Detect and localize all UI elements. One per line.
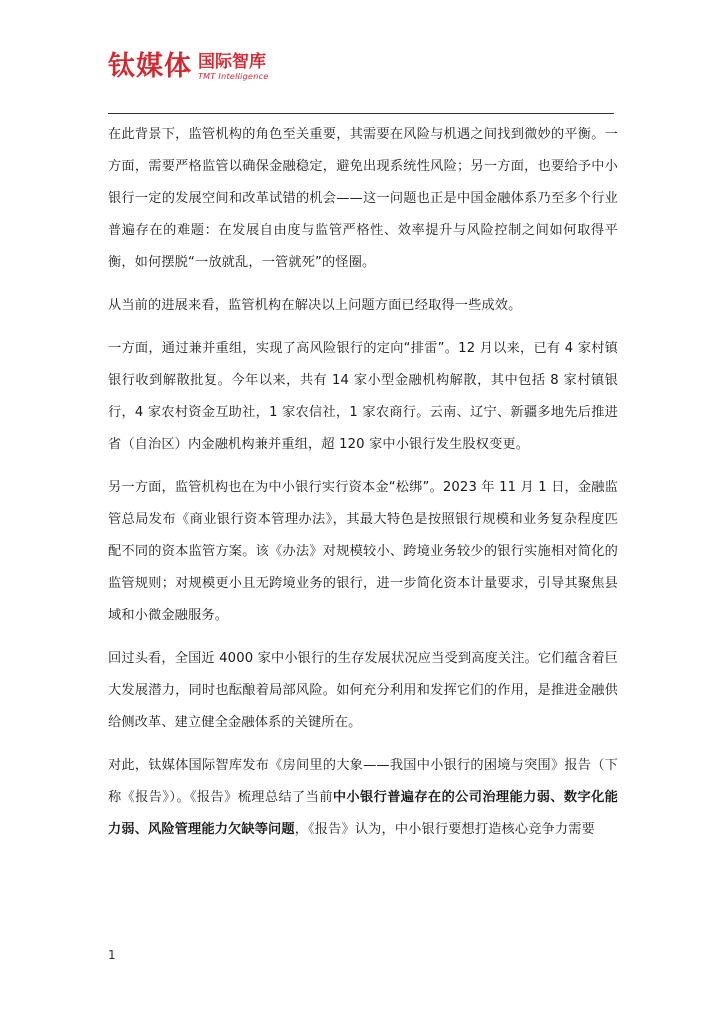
highlighted-text: 中小银行普遍存在的公司治理能力弱、数字化能力弱、风险管理能力欠缺等问题 (108, 790, 618, 837)
paragraph: 从当前的进展来看，监管机构在解决以上问题方面已经取得一些成效。 (108, 298, 522, 313)
paragraph: 回过头看，全国近 4000 家中小银行的生存发展状况应当受到高度关注。它们蕴含着巨大发展潜力，同时也酝酿着局部风险。如何充分利用和发挥它们的作用，是推进金融供给侧改革、建立健全金融体系的关键所在。 (108, 651, 618, 730)
paragraph: 另一方面，监管机构也在为中小银行实行资本金“松绑”。2023 年 11 月 1 日，金融监管总局发布《商业银行资本管理办法》，其最大特色是按照银行规模和业务复杂程度匹配不同的资本监管方案。该《办法》对规模较小、跨境业务较少的银行实施相对简化的监管规则；对规模更小且无跨境业务的银行，进一步简化资本计量要求，引导其聚焦县域和小微金融服务。 (108, 480, 618, 623)
logo-sub-en: TMT Intelligence (198, 72, 269, 81)
paragraph-outro: ，《报告》认为，中小银行要想打造核心竞争力需要 (294, 822, 595, 837)
paragraph: 一方面，通过兼并重组，实现了高风险银行的定向“排雷”。12 月以来，已有 4 家村镇银行收到解散批复。今年以来，共有 14 家小型金融机构解散，其中包括 8 家村镇银行，4 家农村资金互助社，1 家农信社，1 家农商行。云南、辽宁、新疆多地先后推进省（自治区）内金融机构兼并重组，超 120 家中小银行发生股权变更。 (108, 341, 618, 452)
brand-logo (108, 52, 269, 82)
paragraph-intro: 对此，钛媒体国际智库发布《房间里的大象——我国中小银行的困境与突围》报告（下称《报告》）。《报告》梳理总结了当前 (108, 758, 618, 805)
header-divider (108, 113, 614, 114)
logo-sub (198, 52, 269, 82)
paragraph-last (108, 750, 618, 846)
paragraph: 在此背景下，监管机构的角色至关重要，其需要在风险与机遇之间找到微妙的平衡。一方面，需要严格监管以确保金融稳定，避免出现系统性风险；另一方面，也要给予中小银行一定的发展空间和改革试错的机会——这一问题也正是中国金融体系乃至多个行业普遍存在的难题：在发展自由度与监管严格性、效率提升与风险控制之间如何取得平衡，如何摆脱“一放就乱，一管就死”的怪圈。 (108, 127, 618, 270)
logo-main-text: 钛媒体 (108, 51, 192, 82)
document-body (108, 119, 618, 857)
page-number: 1 (108, 948, 116, 962)
logo-sub-cn: 国际智库 (198, 52, 266, 72)
